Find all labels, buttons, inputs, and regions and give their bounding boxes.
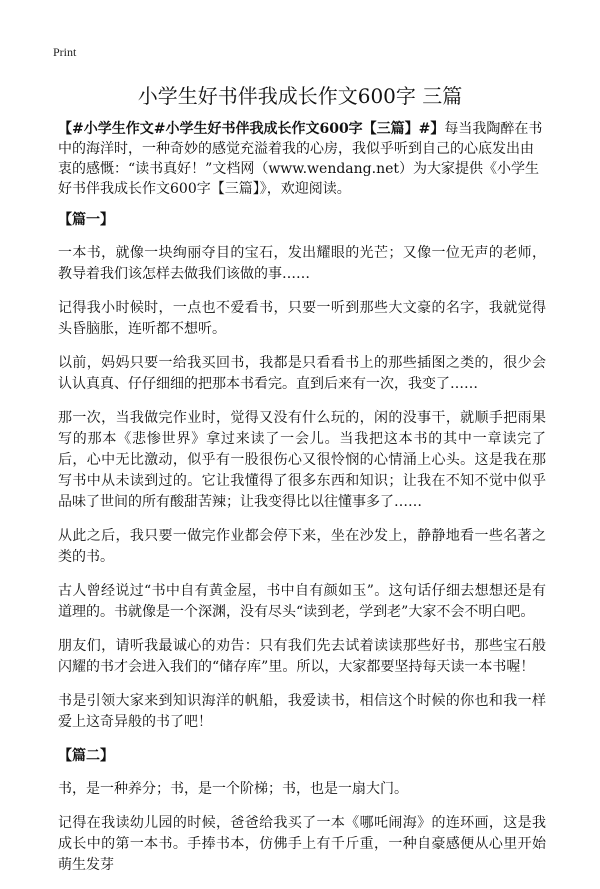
section-heading-1: 【篇一】 bbox=[58, 212, 114, 228]
paragraph: 一本书，就像一块绚丽夺目的宝石，发出耀眼的光芒；又像一位无声的老师，教导着我们该怎样去做我们该做的事…… bbox=[58, 245, 546, 282]
intro-text: 每当我陶醉在书中的海洋时，一种奇妙的感觉充溢着我的心房，我似乎听到自己的心底发出由衷的感慨：“读书真好！”文档网（www.wendang.net）为大家提供《小学生好书伴我成长作文600字【三篇】》，欢迎阅读。 bbox=[58, 121, 543, 197]
paragraph: 书是引领大家来到知识海洋的帆船，我爱读书，相信这个时候的你也和我一样爱上这奇异般的书了吧！ bbox=[58, 693, 546, 730]
paragraph: 以前，妈妈只要一给我买回书，我都是只看看书上的那些插图之类的，很少会认认真真、仔仔细细的把那本书看完。直到后来有一次，我变了…… bbox=[58, 355, 546, 392]
paragraph: 朋友们，请听我最诚心的劝告：只有我们先去试着读读那些好书，那些宝石般闪耀的书才会进入我们的“储存库”里。所以，大家都要坚持每天读一本书喔！ bbox=[58, 638, 546, 675]
section-heading-2: 【篇二】 bbox=[58, 748, 114, 764]
paragraph: 记得我小时候时，一点也不爱看书，只要一听到那些大文豪的名字，我就觉得头昏脑胀，连听都不想听。 bbox=[58, 300, 546, 337]
paragraph: 那一次，当我做完作业时，觉得又没有什么玩的，闲的没事干，就顺手把雨果写的那本《悲惨世界》拿过来读了一会儿。当我把这本书的其中一章读完了后，心中无比激动，似乎有一股很伤心又很怜悯的心情涌上心头。这是我在那写书中从未读到过的。它让我懂得了很多东西和知识；让我在不知不觉中似乎品味了世间的所有酸甜苦辣；让我变得比以往懂事多了…… bbox=[58, 410, 546, 510]
paragraph: 古人曾经说过“书中自有黄金屋，书中自有颜如玉”。这句话仔细去想想还是有道理的。书就像是一个深渊，没有尽头“读到老，学到老”大家不会不明白吧。 bbox=[58, 583, 546, 620]
document-body bbox=[58, 119, 546, 889]
document-title: 小学生好书伴我成长作文600字 三篇 bbox=[137, 84, 463, 108]
paragraph: 从此之后，我只要一做完作业都会停下来，坐在沙发上，静静地看一些名著之类的书。 bbox=[58, 528, 546, 565]
intro-paragraph bbox=[58, 119, 546, 199]
paragraph: 记得在我读幼儿园的时候，爸爸给我买了一本《哪吒闹海》的连环画，这是我成长中的第一本书。手捧书本，仿佛手上有千斤重，一种自豪感便从心里开始萌生发芽 bbox=[58, 815, 546, 873]
paragraph: 书，是一种养分；书，是一个阶梯；书，也是一扇大门。 bbox=[58, 781, 408, 797]
intro-tag: 【#小学生作文#小学生好书伴我成长作文600字【三篇】#】 bbox=[58, 121, 445, 137]
print-link[interactable]: Print bbox=[53, 45, 77, 59]
